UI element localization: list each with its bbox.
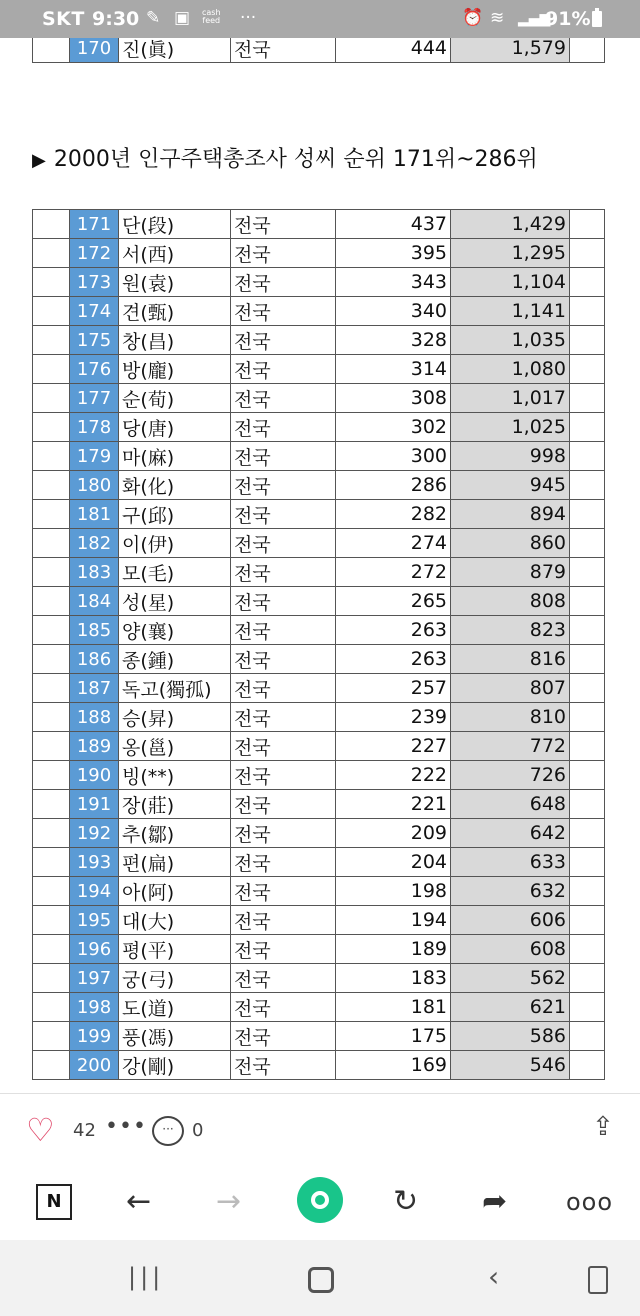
edit-icon: ✎ [146,8,161,28]
share-icon[interactable]: ⇪ [592,1112,614,1142]
table-row [33,384,605,413]
household-count-cell: 198 [336,877,451,906]
rank-cell: 196 [70,935,119,964]
region-cell: 전국 [231,471,336,500]
region-cell: 전국 [231,993,336,1022]
rank-cell: 185 [70,616,119,645]
region-cell: 전국 [231,1051,336,1080]
region-cell: 전국 [231,297,336,326]
rank-cell: 194 [70,877,119,906]
section-heading [32,142,538,173]
alarm-icon: ⏰ [462,8,484,28]
surname-cell: 모(毛) [119,558,231,587]
population-cell: 621 [451,993,570,1022]
household-count-cell: 444 [336,38,451,63]
region-cell: 전국 [231,326,336,355]
table-row [33,935,605,964]
population-cell: 608 [451,935,570,964]
household-count-cell: 272 [336,558,451,587]
surname-cell: 독고(獨孤) [119,674,231,703]
surname-cell: 단(段) [119,210,231,239]
region-cell: 전국 [231,500,336,529]
surname-cell: 순(荀) [119,384,231,413]
household-count-cell: 204 [336,848,451,877]
rank-cell: 195 [70,906,119,935]
population-cell: 1,429 [451,210,570,239]
table-row [33,471,605,500]
section-heading-text: 2000년 인구주택총조사 성씨 순위 171위~286위 [53,147,538,172]
surname-cell: 풍(馮) [119,1022,231,1051]
population-cell: 1,141 [451,297,570,326]
population-cell: 808 [451,587,570,616]
rank-cell: 174 [70,297,119,326]
population-cell: 1,025 [451,413,570,442]
population-cell: 606 [451,906,570,935]
household-count-cell: 263 [336,616,451,645]
population-cell: 586 [451,1022,570,1051]
surname-cell: 원(袁) [119,268,231,297]
surname-cell: 화(化) [119,471,231,500]
household-count-cell: 274 [336,529,451,558]
post-action-bar [0,1093,640,1167]
rank-cell: 180 [70,471,119,500]
household-count-cell: 209 [336,819,451,848]
heart-icon[interactable]: ♡ [26,1111,55,1149]
clock: 9:30 [92,8,140,30]
table-row [33,819,605,848]
rank-cell: 198 [70,993,119,1022]
surname-cell: 아(阿) [119,877,231,906]
rank-cell: 181 [70,500,119,529]
population-cell: 648 [451,790,570,819]
recent-apps-icon[interactable]: ||| [128,1263,165,1291]
population-cell: 546 [451,1051,570,1080]
ranking-table [32,209,605,1080]
carrier-label: SKT [42,8,85,30]
region-cell: 전국 [231,239,336,268]
naver-n-icon[interactable]: N [36,1184,72,1220]
table-row [33,848,605,877]
population-cell: 860 [451,529,570,558]
table-row [33,993,605,1022]
rank-cell: 191 [70,790,119,819]
table-row [33,210,605,239]
region-cell: 전국 [231,761,336,790]
household-count-cell: 239 [336,703,451,732]
household-count-cell: 308 [336,384,451,413]
comment-count: 0 [192,1120,204,1141]
household-count-cell: 257 [336,674,451,703]
table-row [33,268,605,297]
surname-cell: 견(甄) [119,297,231,326]
region-cell: 전국 [231,790,336,819]
region-cell: 전국 [231,442,336,471]
household-count-cell: 194 [336,906,451,935]
household-count-cell: 286 [336,471,451,500]
gallery-icon: ▣ [174,8,191,28]
rank-cell: 171 [70,210,119,239]
region-cell: 전국 [231,616,336,645]
rank-cell: 182 [70,529,119,558]
green-circle-icon[interactable] [297,1177,343,1223]
region-cell: 전국 [231,703,336,732]
table-row [33,500,605,529]
household-count-cell: 263 [336,645,451,674]
surname-cell: 장(莊) [119,790,231,819]
cashfeed-icon: cash feed [202,8,221,25]
arrow-right-icon[interactable]: → [216,1184,242,1219]
population-cell: 642 [451,819,570,848]
region-cell: 전국 [231,732,336,761]
rank-cell: 197 [70,964,119,993]
region-cell: 전국 [231,529,336,558]
population-cell: 1,295 [451,239,570,268]
household-count-cell: 340 [336,297,451,326]
table-row [33,442,605,471]
surname-cell: 추(鄒) [119,819,231,848]
region-cell: 전국 [231,935,336,964]
table-row [33,906,605,935]
household-count-cell: 395 [336,239,451,268]
page-content [0,38,640,1093]
table-row [33,587,605,616]
region-cell: 전국 [231,38,336,63]
population-cell: 1,579 [451,38,570,63]
region-cell: 전국 [231,906,336,935]
keyboard-icon[interactable] [588,1266,608,1294]
population-cell: 945 [451,471,570,500]
battery-percent: 91% [545,8,591,30]
arrow-left-icon[interactable]: ← [126,1184,152,1219]
region-cell: 전국 [231,674,336,703]
status-bar [0,0,640,38]
rank-cell: 192 [70,819,119,848]
population-cell: 1,104 [451,268,570,297]
table-row [33,413,605,442]
population-cell: 879 [451,558,570,587]
rank-cell: 183 [70,558,119,587]
population-cell: 1,017 [451,384,570,413]
population-cell: 632 [451,877,570,906]
table-row [33,790,605,819]
household-count-cell: 181 [336,993,451,1022]
rank-cell: 188 [70,703,119,732]
population-cell: 807 [451,674,570,703]
table-row [33,732,605,761]
table-row [33,1051,605,1080]
region-cell: 전국 [231,964,336,993]
population-cell: 1,080 [451,355,570,384]
home-icon[interactable] [308,1267,334,1293]
rank-cell: 190 [70,761,119,790]
population-cell: 726 [451,761,570,790]
rank-cell: 200 [70,1051,119,1080]
region-cell: 전국 [231,1022,336,1051]
table-row [33,239,605,268]
surname-cell: 편(扁) [119,848,231,877]
population-cell: 633 [451,848,570,877]
surname-cell: 이(伊) [119,529,231,558]
region-cell: 전국 [231,819,336,848]
rank-cell: 175 [70,326,119,355]
rank-cell: 187 [70,674,119,703]
household-count-cell: 282 [336,500,451,529]
comment-bubble-icon[interactable]: ··· [152,1116,184,1146]
household-count-cell: 343 [336,268,451,297]
population-cell: 998 [451,442,570,471]
surname-cell: 궁(弓) [119,964,231,993]
household-count-cell: 300 [336,442,451,471]
surname-cell: 성(星) [119,587,231,616]
surname-cell: 대(大) [119,906,231,935]
table-row [33,558,605,587]
region-cell: 전국 [231,558,336,587]
table-row [33,529,605,558]
household-count-cell: 221 [336,790,451,819]
table-row [33,355,605,384]
household-count-cell: 314 [336,355,451,384]
region-cell: 전국 [231,210,336,239]
wifi-icon: ≋ [490,8,505,28]
signal-icon: ▂▄▆ [518,11,551,27]
surname-cell: 옹(邕) [119,732,231,761]
more-notifications-icon: ··· [240,8,257,28]
table-row [33,297,605,326]
region-cell: 전국 [231,877,336,906]
surname-cell: 양(襄) [119,616,231,645]
population-cell: 894 [451,500,570,529]
browser-toolbar [0,1166,640,1240]
rank-cell: 199 [70,1022,119,1051]
more-options-button[interactable]: ••• [105,1114,147,1139]
like-count: 42 [73,1120,96,1141]
rank-cell: 189 [70,732,119,761]
household-count-cell: 183 [336,964,451,993]
household-count-cell: 437 [336,210,451,239]
rank-cell: 177 [70,384,119,413]
rank-cell: 193 [70,848,119,877]
surname-cell: 종(鍾) [119,645,231,674]
household-count-cell: 265 [336,587,451,616]
rank-cell: 172 [70,239,119,268]
surname-cell: 서(西) [119,239,231,268]
surname-cell: 구(邱) [119,500,231,529]
battery-icon [592,11,602,27]
surname-cell: 방(龐) [119,355,231,384]
household-count-cell: 169 [336,1051,451,1080]
household-count-cell: 302 [336,413,451,442]
table-row [33,877,605,906]
household-count-cell: 227 [336,732,451,761]
rank-cell: 179 [70,442,119,471]
more-dots-icon[interactable]: ooo [566,1188,614,1216]
region-cell: 전국 [231,587,336,616]
ranking-table-top [32,38,605,63]
surname-cell: 평(平) [119,935,231,964]
population-cell: 816 [451,645,570,674]
table-row [33,1022,605,1051]
household-count-cell: 175 [336,1022,451,1051]
table-row [33,645,605,674]
surname-cell: 진(眞) [119,38,231,63]
region-cell: 전국 [231,355,336,384]
region-cell: 전국 [231,268,336,297]
population-cell: 772 [451,732,570,761]
table-row [33,616,605,645]
household-count-cell: 328 [336,326,451,355]
surname-cell: 마(麻) [119,442,231,471]
back-icon[interactable]: ‹ [488,1260,500,1293]
reload-icon[interactable]: ↻ [393,1184,419,1219]
population-cell: 1,035 [451,326,570,355]
surname-cell: 빙(**) [119,761,231,790]
household-count-cell: 189 [336,935,451,964]
region-cell: 전국 [231,413,336,442]
rank-cell: 184 [70,587,119,616]
rank-cell: 186 [70,645,119,674]
rank-cell: 178 [70,413,119,442]
population-cell: 823 [451,616,570,645]
triangle-marker-icon: ▶ [32,150,46,171]
table-row [33,326,605,355]
household-count-cell: 222 [336,761,451,790]
rank-cell: 173 [70,268,119,297]
table-row [33,761,605,790]
table-row [33,674,605,703]
surname-cell: 도(道) [119,993,231,1022]
rank-cell: 170 [70,38,119,63]
surname-cell: 승(昇) [119,703,231,732]
population-cell: 810 [451,703,570,732]
surname-cell: 당(唐) [119,413,231,442]
region-cell: 전국 [231,384,336,413]
population-cell: 562 [451,964,570,993]
table-row [33,964,605,993]
android-nav-bar [0,1240,640,1316]
table-row [33,38,605,63]
rank-cell: 176 [70,355,119,384]
surname-cell: 창(昌) [119,326,231,355]
share-arrow-icon[interactable]: ➦ [482,1184,508,1219]
table-row [33,703,605,732]
region-cell: 전국 [231,848,336,877]
region-cell: 전국 [231,645,336,674]
surname-cell: 강(剛) [119,1051,231,1080]
